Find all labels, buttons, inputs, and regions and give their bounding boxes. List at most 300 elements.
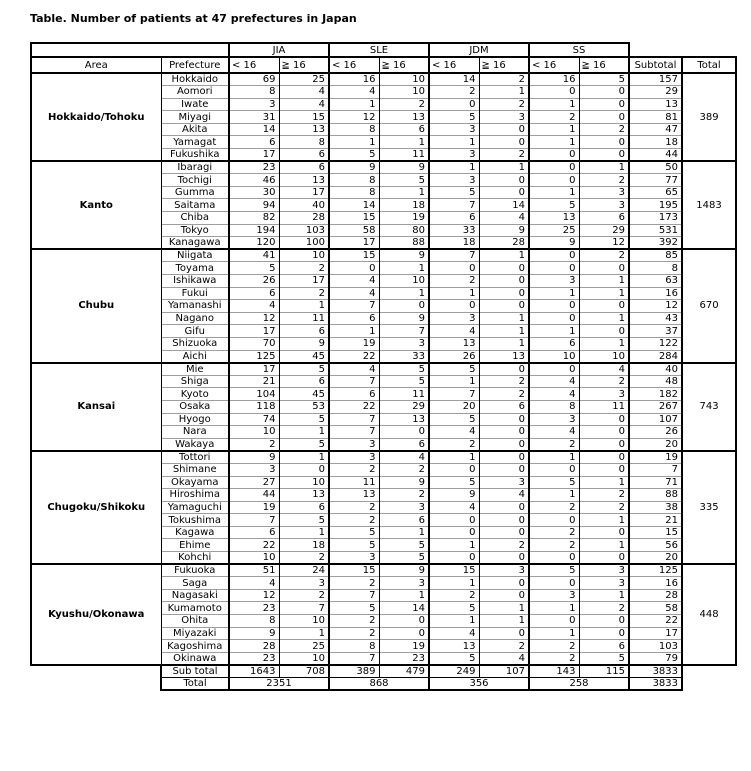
- value-cell: 9: [479, 224, 529, 237]
- subtotal-cell: 43: [629, 312, 682, 325]
- value-cell: 1: [579, 514, 629, 527]
- value-cell: 9: [379, 312, 429, 325]
- value-cell: 0: [579, 325, 629, 338]
- ghost-top-right: [629, 43, 736, 57]
- prefecture-cell: Iwate: [161, 98, 229, 111]
- value-cell: 103: [279, 224, 329, 237]
- value-cell: 13: [379, 111, 429, 124]
- value-cell: 14: [429, 73, 479, 86]
- value-cell: 2: [579, 375, 629, 388]
- value-cell: 10: [579, 350, 629, 363]
- value-cell: 6: [229, 136, 279, 149]
- value-cell: 5: [279, 363, 329, 376]
- value-cell: 6: [279, 161, 329, 174]
- value-cell: 0: [529, 514, 579, 527]
- value-cell: 23: [229, 602, 279, 615]
- value-cell: 0: [479, 300, 529, 313]
- value-cell: 11: [329, 476, 379, 489]
- value-cell: 5: [429, 413, 479, 426]
- value-cell: 1: [479, 615, 529, 628]
- group-header-row: [31, 43, 736, 57]
- value-cell: 0: [529, 577, 579, 590]
- value-cell: 9: [279, 337, 329, 350]
- value-cell: 1: [379, 136, 429, 149]
- value-cell: 1: [579, 275, 629, 288]
- value-cell: 3: [429, 312, 479, 325]
- value-cell: 19: [379, 640, 429, 653]
- value-cell: 3: [579, 186, 629, 199]
- value-cell: 0: [479, 589, 529, 602]
- prefecture-cell: Fukui: [161, 287, 229, 300]
- col-header-sle-lt16: < 16: [329, 57, 379, 73]
- value-cell: 19: [229, 501, 279, 514]
- value-cell: 16: [529, 73, 579, 86]
- ghost-bottom-left: [31, 665, 161, 690]
- subtotal-cell: 122: [629, 337, 682, 350]
- value-cell: 0: [529, 300, 579, 313]
- col-header-total: Total: [682, 57, 736, 73]
- value-cell: 0: [579, 451, 629, 464]
- prefecture-cell: Hiroshima: [161, 489, 229, 502]
- value-cell: 1: [429, 375, 479, 388]
- value-cell: 6: [329, 312, 379, 325]
- value-cell: 5: [279, 514, 329, 527]
- column-subtotal-cell: 107: [479, 665, 529, 678]
- value-cell: 5: [379, 552, 429, 565]
- value-cell: 1: [379, 526, 429, 539]
- value-cell: 45: [279, 388, 329, 401]
- value-cell: 1: [429, 136, 479, 149]
- prefecture-cell: Aichi: [161, 350, 229, 363]
- value-cell: 0: [529, 552, 579, 565]
- value-cell: 13: [529, 212, 579, 225]
- value-cell: 11: [379, 149, 429, 162]
- value-cell: 0: [529, 161, 579, 174]
- value-cell: 12: [579, 237, 629, 250]
- value-cell: 6: [579, 212, 629, 225]
- value-cell: 22: [329, 400, 379, 413]
- value-cell: 0: [479, 136, 529, 149]
- subtotal-cell: 50: [629, 161, 682, 174]
- value-cell: 0: [429, 463, 479, 476]
- subtotal-cell: 58: [629, 602, 682, 615]
- value-cell: 1: [429, 161, 479, 174]
- value-cell: 13: [279, 123, 329, 136]
- value-cell: 5: [329, 539, 379, 552]
- value-cell: 9: [429, 489, 479, 502]
- ghost-bottom-right: [682, 665, 736, 690]
- column-subtotal-cell: 115: [579, 665, 629, 678]
- value-cell: 1: [529, 136, 579, 149]
- value-cell: 0: [529, 86, 579, 99]
- value-cell: 45: [279, 350, 329, 363]
- value-cell: 9: [379, 161, 429, 174]
- column-subtotal-cell: 1643: [229, 665, 279, 678]
- value-cell: 0: [429, 262, 479, 275]
- value-cell: 28: [229, 640, 279, 653]
- value-cell: 118: [229, 400, 279, 413]
- prefecture-cell: Shizuoka: [161, 337, 229, 350]
- value-cell: 0: [479, 526, 529, 539]
- value-cell: 1: [579, 589, 629, 602]
- value-cell: 18: [279, 539, 329, 552]
- value-cell: 1: [329, 325, 379, 338]
- value-cell: 5: [529, 564, 579, 577]
- subtotal-cell: 28: [629, 589, 682, 602]
- value-cell: 2: [479, 640, 529, 653]
- value-cell: 1: [579, 312, 629, 325]
- value-cell: 5: [329, 149, 379, 162]
- value-cell: 26: [229, 275, 279, 288]
- column-subtotal-cell: 479: [379, 665, 429, 678]
- subtotal-cell: 195: [629, 199, 682, 212]
- value-cell: 8: [229, 615, 279, 628]
- value-cell: 2: [279, 287, 329, 300]
- value-cell: 5: [429, 186, 479, 199]
- value-cell: 6: [229, 526, 279, 539]
- value-cell: 9: [529, 237, 579, 250]
- value-cell: 3: [579, 577, 629, 590]
- value-cell: 1: [479, 312, 529, 325]
- column-subtotal-cell: 708: [279, 665, 329, 678]
- value-cell: 0: [479, 451, 529, 464]
- prefecture-cell: Ohita: [161, 615, 229, 628]
- value-cell: 3: [329, 438, 379, 451]
- value-cell: 1: [529, 325, 579, 338]
- value-cell: 17: [229, 325, 279, 338]
- value-cell: 0: [479, 463, 529, 476]
- value-cell: 4: [479, 212, 529, 225]
- prefecture-cell: Tottori: [161, 451, 229, 464]
- value-cell: 4: [329, 86, 379, 99]
- value-cell: 6: [279, 325, 329, 338]
- value-cell: 6: [479, 400, 529, 413]
- value-cell: 1: [529, 489, 579, 502]
- prefecture-cell: Toyama: [161, 262, 229, 275]
- value-cell: 3: [379, 337, 429, 350]
- prefecture-cell: Yamagat: [161, 136, 229, 149]
- area-total-cell: 670: [682, 249, 736, 362]
- value-cell: 0: [479, 426, 529, 439]
- value-cell: 2: [579, 602, 629, 615]
- value-cell: 6: [279, 149, 329, 162]
- col-header-jia-ge16: ≧ 16: [279, 57, 329, 73]
- value-cell: 4: [329, 363, 379, 376]
- subtotal-cell: 182: [629, 388, 682, 401]
- value-cell: 6: [229, 287, 279, 300]
- value-cell: 10: [279, 652, 329, 665]
- value-cell: 100: [279, 237, 329, 250]
- subtotal-cell: 18: [629, 136, 682, 149]
- value-cell: 0: [529, 174, 579, 187]
- value-cell: 16: [329, 73, 379, 86]
- column-subtotal-cell: 389: [329, 665, 379, 678]
- value-cell: 0: [479, 552, 529, 565]
- value-cell: 14: [329, 199, 379, 212]
- value-cell: 0: [329, 262, 379, 275]
- prefecture-cell: Shiga: [161, 375, 229, 388]
- value-cell: 2: [479, 539, 529, 552]
- value-cell: 1: [529, 123, 579, 136]
- prefecture-cell: Tochigi: [161, 174, 229, 187]
- prefecture-cell: Nagasaki: [161, 589, 229, 602]
- prefecture-cell: Miyazaki: [161, 627, 229, 640]
- value-cell: 11: [279, 312, 329, 325]
- value-cell: 0: [579, 300, 629, 313]
- prefecture-cell: Okayama: [161, 476, 229, 489]
- prefecture-cell: Yamaguchi: [161, 501, 229, 514]
- value-cell: 0: [429, 526, 479, 539]
- value-cell: 17: [229, 363, 279, 376]
- value-cell: 15: [429, 564, 479, 577]
- value-cell: 3: [279, 577, 329, 590]
- value-cell: 13: [429, 337, 479, 350]
- value-cell: 53: [279, 400, 329, 413]
- value-cell: 10: [229, 552, 279, 565]
- value-cell: 5: [429, 652, 479, 665]
- value-cell: 5: [379, 539, 429, 552]
- subtotal-cell: 37: [629, 325, 682, 338]
- value-cell: 4: [429, 627, 479, 640]
- table-caption: Table. Number of patients at 47 prefectures in Japan: [30, 12, 357, 25]
- value-cell: 1: [429, 539, 479, 552]
- value-cell: 0: [479, 514, 529, 527]
- value-cell: 1: [479, 602, 529, 615]
- subtotal-cell: 157: [629, 73, 682, 86]
- prefecture-cell: Osaka: [161, 400, 229, 413]
- value-cell: 1: [429, 451, 479, 464]
- value-cell: 18: [429, 237, 479, 250]
- value-cell: 6: [379, 514, 429, 527]
- value-cell: 0: [529, 312, 579, 325]
- value-cell: 2: [329, 627, 379, 640]
- corner-cell: [31, 43, 229, 57]
- prefecture-cell: Kanagawa: [161, 237, 229, 250]
- prefecture-cell: Kumamoto: [161, 602, 229, 615]
- value-cell: 2: [379, 98, 429, 111]
- value-cell: 3: [479, 564, 529, 577]
- value-cell: 5: [329, 602, 379, 615]
- value-cell: 13: [379, 413, 429, 426]
- total-row-label: Total: [161, 678, 229, 691]
- subtotal-cell: 38: [629, 501, 682, 514]
- value-cell: 9: [229, 451, 279, 464]
- value-cell: 0: [479, 438, 529, 451]
- subtotal-cell: 85: [629, 249, 682, 262]
- value-cell: 10: [529, 350, 579, 363]
- area-cell: Kansai: [31, 363, 161, 451]
- value-cell: 46: [229, 174, 279, 187]
- value-cell: 2: [479, 388, 529, 401]
- value-cell: 2: [329, 577, 379, 590]
- value-cell: 5: [429, 363, 479, 376]
- value-cell: 2: [479, 98, 529, 111]
- subtotal-cell: 173: [629, 212, 682, 225]
- value-cell: 1: [579, 539, 629, 552]
- value-cell: 7: [329, 426, 379, 439]
- value-cell: 3: [479, 476, 529, 489]
- value-cell: 8: [329, 174, 379, 187]
- value-cell: 2: [279, 262, 329, 275]
- value-cell: 9: [379, 564, 429, 577]
- value-cell: 0: [579, 149, 629, 162]
- subtotal-cell: 26: [629, 426, 682, 439]
- value-cell: 44: [229, 489, 279, 502]
- col-header-jia-lt16: < 16: [229, 57, 279, 73]
- value-cell: 0: [379, 627, 429, 640]
- value-cell: 1: [529, 287, 579, 300]
- value-cell: 0: [479, 287, 529, 300]
- value-cell: 1: [329, 136, 379, 149]
- value-cell: 4: [229, 300, 279, 313]
- value-cell: 5: [529, 476, 579, 489]
- value-cell: 12: [329, 111, 379, 124]
- disease-total-cell: 868: [329, 678, 429, 691]
- value-cell: 0: [529, 363, 579, 376]
- patients-table: [30, 42, 737, 691]
- col-header-prefecture: Prefecture: [161, 57, 229, 73]
- subtotal-cell: 16: [629, 287, 682, 300]
- value-cell: 2: [229, 438, 279, 451]
- col-header-jdm-lt16: < 16: [429, 57, 479, 73]
- value-cell: 9: [379, 476, 429, 489]
- value-cell: 3: [479, 111, 529, 124]
- disease-total-cell: 258: [529, 678, 629, 691]
- prefecture-cell: Kagawa: [161, 526, 229, 539]
- value-cell: 7: [229, 514, 279, 527]
- value-cell: 70: [229, 337, 279, 350]
- subtotal-cell: 20: [629, 438, 682, 451]
- value-cell: 3: [429, 149, 479, 162]
- value-cell: 6: [379, 123, 429, 136]
- col-header-ss-ge16: ≧ 16: [579, 57, 629, 73]
- value-cell: 0: [579, 526, 629, 539]
- value-cell: 3: [229, 98, 279, 111]
- column-subtotal-cell: 249: [429, 665, 479, 678]
- value-cell: 21: [229, 375, 279, 388]
- prefecture-cell: Fukushika: [161, 149, 229, 162]
- value-cell: 2: [329, 501, 379, 514]
- value-cell: 10: [379, 73, 429, 86]
- value-cell: 2: [579, 489, 629, 502]
- value-cell: 1: [279, 451, 329, 464]
- value-cell: 11: [579, 400, 629, 413]
- prefecture-cell: Saitama: [161, 199, 229, 212]
- value-cell: 28: [479, 237, 529, 250]
- value-cell: 2: [429, 275, 479, 288]
- value-cell: 4: [529, 375, 579, 388]
- value-cell: 0: [529, 463, 579, 476]
- subtotal-cell: 47: [629, 123, 682, 136]
- col-group-sle: SLE: [329, 43, 429, 57]
- value-cell: 9: [379, 249, 429, 262]
- value-cell: 0: [479, 363, 529, 376]
- col-header-area: Area: [31, 57, 161, 73]
- subtotal-cell: 48: [629, 375, 682, 388]
- prefecture-row: [31, 249, 736, 262]
- value-cell: 120: [229, 237, 279, 250]
- value-cell: 0: [579, 426, 629, 439]
- value-cell: 0: [479, 186, 529, 199]
- value-cell: 2: [329, 514, 379, 527]
- subtotal-cell: 16: [629, 577, 682, 590]
- value-cell: 1: [379, 287, 429, 300]
- col-group-jdm: JDM: [429, 43, 529, 57]
- subtotal-cell: 107: [629, 413, 682, 426]
- value-cell: 7: [329, 413, 379, 426]
- value-cell: 20: [429, 400, 479, 413]
- value-cell: 3: [379, 577, 429, 590]
- value-cell: 7: [279, 602, 329, 615]
- value-cell: 2: [529, 501, 579, 514]
- value-cell: 69: [229, 73, 279, 86]
- value-cell: 3: [329, 552, 379, 565]
- prefecture-row: [31, 161, 736, 174]
- value-cell: 8: [329, 123, 379, 136]
- value-cell: 4: [279, 98, 329, 111]
- subtotal-cell: 29: [629, 86, 682, 99]
- value-cell: 4: [529, 426, 579, 439]
- value-cell: 4: [429, 426, 479, 439]
- value-cell: 24: [279, 564, 329, 577]
- subtotal-cell: 19: [629, 451, 682, 464]
- value-cell: 1: [479, 86, 529, 99]
- value-cell: 2: [279, 589, 329, 602]
- prefecture-cell: Tokyo: [161, 224, 229, 237]
- subtotal-summary-row: [31, 665, 736, 678]
- value-cell: 4: [479, 652, 529, 665]
- value-cell: 15: [329, 249, 379, 262]
- value-cell: 15: [329, 564, 379, 577]
- value-cell: 10: [279, 249, 329, 262]
- value-cell: 2: [579, 123, 629, 136]
- value-cell: 4: [479, 489, 529, 502]
- value-cell: 3: [429, 174, 479, 187]
- value-cell: 5: [429, 476, 479, 489]
- value-cell: 33: [379, 350, 429, 363]
- value-cell: 0: [579, 86, 629, 99]
- value-cell: 17: [329, 237, 379, 250]
- prefecture-cell: Miyagi: [161, 111, 229, 124]
- value-cell: 1: [579, 287, 629, 300]
- value-cell: 1: [279, 426, 329, 439]
- value-cell: 1: [379, 262, 429, 275]
- value-cell: 1: [579, 476, 629, 489]
- prefecture-cell: Hokkaido: [161, 73, 229, 86]
- value-cell: 1: [479, 161, 529, 174]
- value-cell: 4: [429, 501, 479, 514]
- value-cell: 4: [379, 451, 429, 464]
- area-cell: Kyushu/Okonawa: [31, 564, 161, 665]
- value-cell: 23: [379, 652, 429, 665]
- value-cell: 8: [329, 640, 379, 653]
- value-cell: 7: [429, 199, 479, 212]
- value-cell: 30: [229, 186, 279, 199]
- value-cell: 5: [379, 174, 429, 187]
- value-cell: 51: [229, 564, 279, 577]
- value-cell: 7: [429, 249, 479, 262]
- value-cell: 19: [329, 337, 379, 350]
- value-cell: 1: [529, 451, 579, 464]
- value-cell: 14: [229, 123, 279, 136]
- value-cell: 4: [429, 325, 479, 338]
- value-cell: 18: [379, 199, 429, 212]
- subtotal-cell: 20: [629, 552, 682, 565]
- value-cell: 2: [479, 149, 529, 162]
- value-cell: 1: [429, 615, 479, 628]
- value-cell: 29: [379, 400, 429, 413]
- value-cell: 88: [379, 237, 429, 250]
